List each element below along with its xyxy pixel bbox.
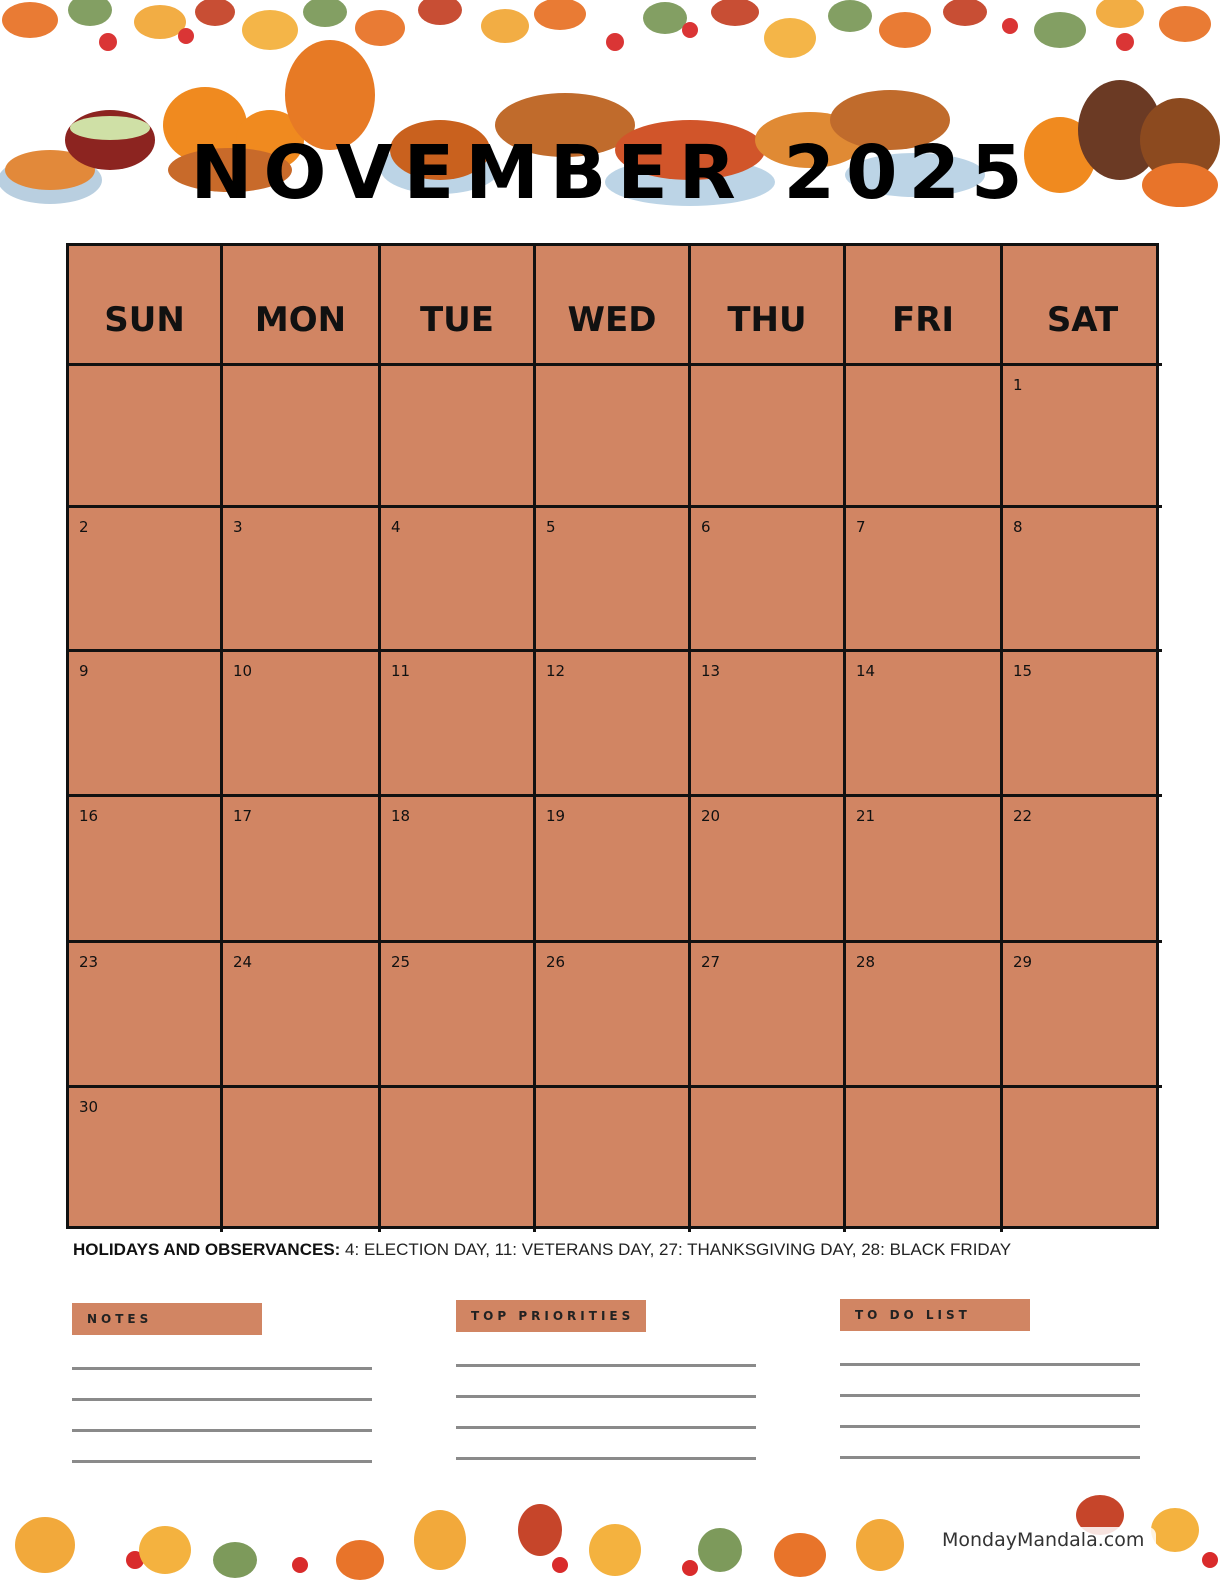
day-number: 18 — [391, 807, 411, 825]
holidays-and-observances — [73, 1240, 1193, 1260]
weekday-label: FRI — [891, 299, 955, 340]
day-cell[interactable] — [846, 1088, 1003, 1232]
day-cell[interactable] — [536, 797, 691, 943]
weekday-header-thu — [691, 246, 846, 366]
priorities-line[interactable] — [456, 1426, 756, 1429]
day-cell[interactable] — [691, 1088, 846, 1232]
day-cell[interactable] — [381, 1088, 536, 1232]
day-cell[interactable] — [381, 508, 536, 652]
day-cell[interactable] — [223, 1088, 381, 1232]
notes-section — [72, 1303, 372, 1335]
priorities-line[interactable] — [456, 1364, 756, 1367]
day-cell[interactable] — [536, 366, 691, 508]
priorities-line[interactable] — [456, 1395, 756, 1398]
day-cell[interactable] — [381, 797, 536, 943]
day-cell[interactable] — [381, 652, 536, 797]
weekday-label: TUE — [419, 299, 495, 340]
day-number: 28 — [856, 953, 876, 971]
day-cell[interactable] — [1003, 1088, 1162, 1232]
day-number: 8 — [1013, 518, 1023, 536]
day-number: 2 — [79, 518, 89, 536]
day-cell[interactable] — [1003, 508, 1162, 652]
day-number: 16 — [79, 807, 99, 825]
day-cell[interactable] — [536, 943, 691, 1088]
day-number: 26 — [546, 953, 566, 971]
day-cell[interactable] — [69, 652, 223, 797]
day-cell[interactable] — [691, 943, 846, 1088]
day-number: 14 — [856, 662, 876, 680]
day-cell[interactable] — [223, 508, 381, 652]
day-cell[interactable] — [691, 508, 846, 652]
day-cell[interactable] — [69, 1088, 223, 1232]
day-cell[interactable] — [69, 366, 223, 508]
day-cell[interactable] — [223, 943, 381, 1088]
day-number: 11 — [391, 662, 411, 680]
day-cell[interactable] — [536, 652, 691, 797]
holidays-text: 4: ELECTION DAY, 11: VETERANS DAY, 27: THANKSGIVING DAY, 28: BLACK FRIDAY — [340, 1240, 1012, 1259]
day-cell[interactable] — [381, 366, 536, 508]
autumn-feast-banner — [0, 0, 1224, 225]
day-number: 17 — [233, 807, 253, 825]
day-cell[interactable] — [1003, 797, 1162, 943]
day-cell[interactable] — [536, 1088, 691, 1232]
notes-label: NOTES — [72, 1303, 262, 1335]
day-number: 29 — [1013, 953, 1033, 971]
day-cell[interactable] — [846, 366, 1003, 508]
notes-line[interactable] — [72, 1460, 372, 1463]
page-title: NOVEMBER 2025 — [190, 130, 1034, 216]
weekday-header-mon — [223, 246, 381, 366]
weekday-header-sat — [1003, 246, 1162, 366]
day-number: 12 — [546, 662, 566, 680]
weekday-header-tue — [381, 246, 536, 366]
weekday-label: THU — [727, 299, 807, 340]
day-cell[interactable] — [691, 366, 846, 508]
day-cell[interactable] — [69, 797, 223, 943]
day-cell[interactable] — [69, 943, 223, 1088]
weekday-header-wed — [536, 246, 691, 366]
day-number: 10 — [233, 662, 253, 680]
day-cell[interactable] — [846, 943, 1003, 1088]
day-number: 20 — [701, 807, 721, 825]
day-number: 21 — [856, 807, 876, 825]
priorities-line[interactable] — [456, 1457, 756, 1460]
day-number: 5 — [546, 518, 556, 536]
to-do-list-label: TO DO LIST — [840, 1299, 1030, 1331]
day-number: 13 — [701, 662, 721, 680]
day-cell[interactable] — [846, 652, 1003, 797]
day-cell[interactable] — [381, 943, 536, 1088]
day-cell[interactable] — [69, 508, 223, 652]
todo-line[interactable] — [840, 1363, 1140, 1366]
todo-line[interactable] — [840, 1394, 1140, 1397]
day-number: 27 — [701, 953, 721, 971]
day-number: 7 — [856, 518, 866, 536]
day-number: 25 — [391, 953, 411, 971]
todo-line[interactable] — [840, 1425, 1140, 1428]
day-cell[interactable] — [691, 797, 846, 943]
todo-line[interactable] — [840, 1456, 1140, 1459]
weekday-label: MON — [254, 299, 347, 340]
holidays-label: HOLIDAYS AND OBSERVANCES: — [73, 1240, 341, 1259]
notes-line[interactable] — [72, 1398, 372, 1401]
month-calendar-grid — [66, 243, 1159, 1229]
weekday-header-fri — [846, 246, 1003, 366]
day-cell[interactable] — [846, 508, 1003, 652]
day-number: 22 — [1013, 807, 1033, 825]
to-do-list-section — [840, 1299, 1140, 1331]
notes-line[interactable] — [72, 1367, 372, 1370]
day-cell[interactable] — [223, 652, 381, 797]
day-cell[interactable] — [691, 652, 846, 797]
day-number: 30 — [79, 1098, 99, 1116]
weekday-label: WED — [567, 299, 657, 340]
day-number: 4 — [391, 518, 401, 536]
weekday-label: SUN — [104, 299, 185, 340]
day-number: 6 — [701, 518, 711, 536]
weekday-header-sun — [69, 246, 223, 366]
day-number: 19 — [546, 807, 566, 825]
day-cell[interactable] — [223, 797, 381, 943]
day-number: 3 — [233, 518, 243, 536]
notes-line[interactable] — [72, 1429, 372, 1432]
day-cell[interactable] — [1003, 652, 1162, 797]
day-number: 1 — [1013, 376, 1023, 394]
day-cell[interactable] — [536, 508, 691, 652]
top-priorities-label: TOP PRIORITIES — [456, 1300, 646, 1332]
day-number: 23 — [79, 953, 99, 971]
day-cell[interactable] — [223, 366, 381, 508]
day-cell[interactable] — [846, 797, 1003, 943]
top-priorities-section — [456, 1300, 756, 1332]
day-number: 15 — [1013, 662, 1033, 680]
day-cell[interactable] — [1003, 366, 1162, 508]
weekday-label: SAT — [1046, 299, 1119, 340]
watermark-logo: MondayMandala.com — [930, 1527, 1156, 1553]
day-number: 24 — [233, 953, 253, 971]
day-number: 9 — [79, 662, 89, 680]
day-cell[interactable] — [1003, 943, 1162, 1088]
